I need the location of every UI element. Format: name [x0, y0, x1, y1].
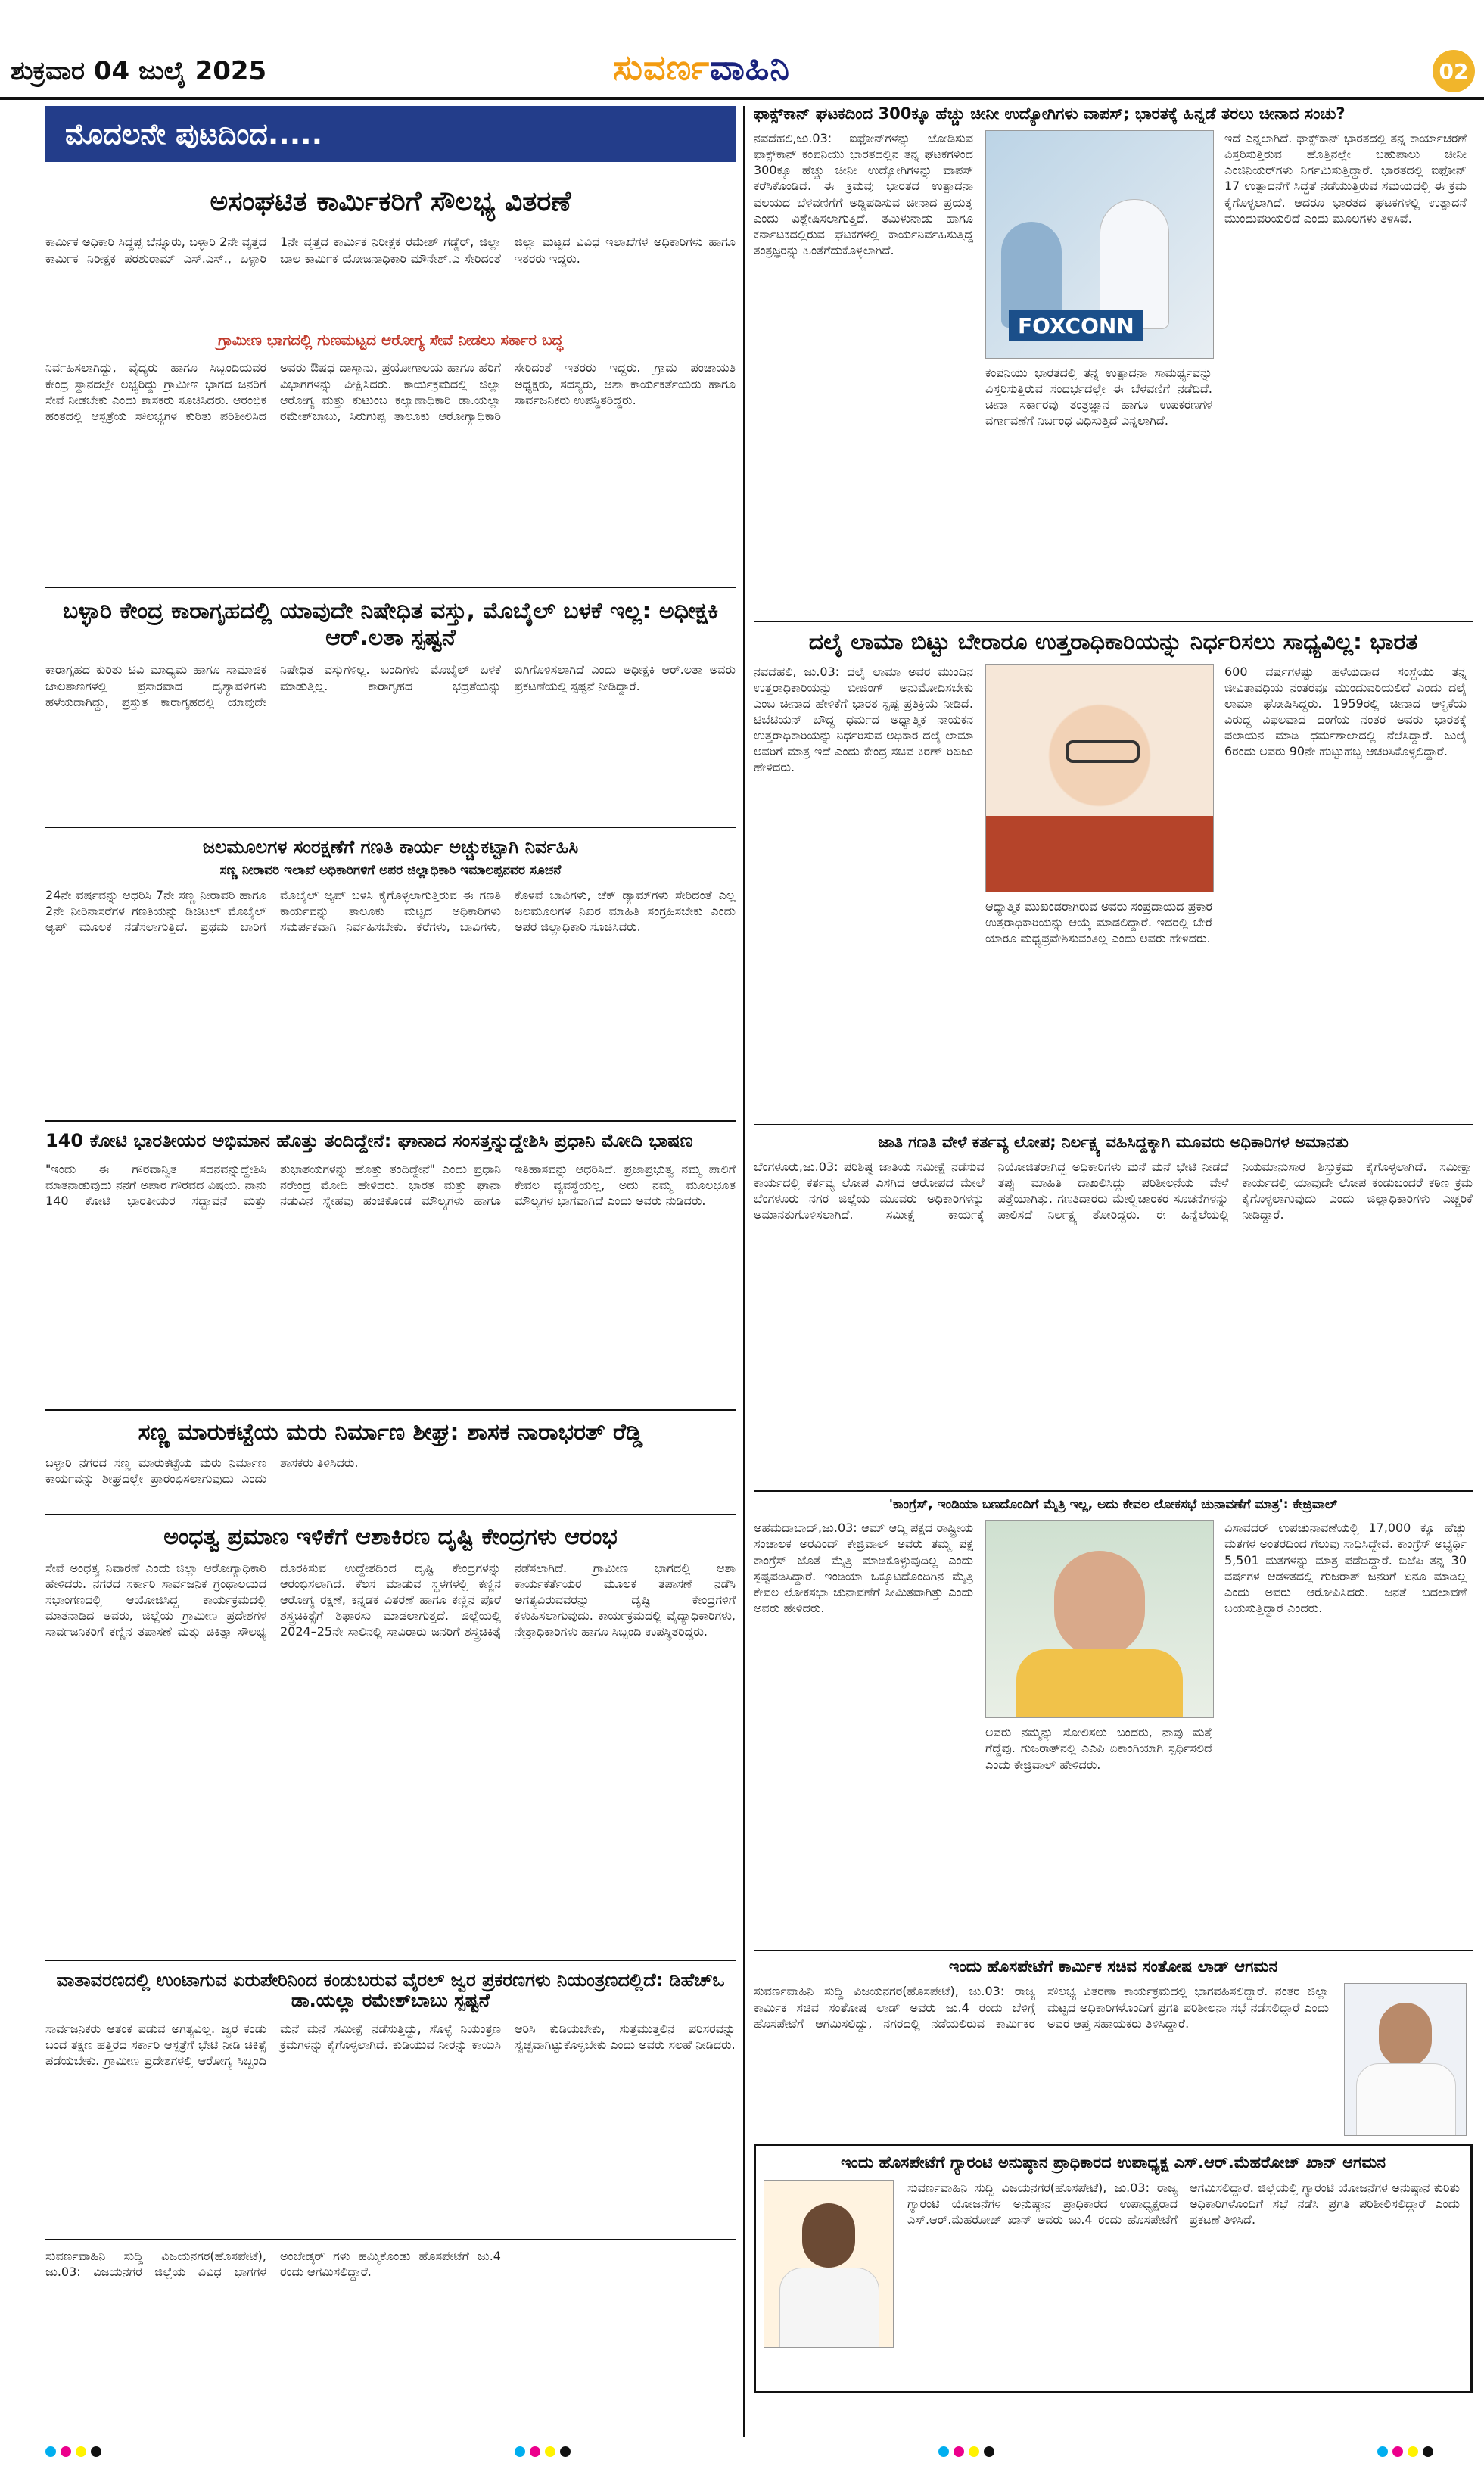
article-title: ಸಣ್ಣ ಮಾರುಕಟ್ಟೆಯ ಮರು ನಿರ್ಮಾಣ ಶೀಘ್ರ: ಶಾಸಕ ನಾರಾಭರತ್ ರೆಡ್ಡಿ	[138, 1418, 643, 1446]
article-body: 600 ವರ್ಷಗಳಷ್ಟು ಹಳೆಯದಾದ ಸಂಸ್ಥೆಯು ತನ್ನ ಜೀವಿತಾವಧಿಯ ನಂತರವೂ ಮುಂದುವರಿಯಲಿದೆ ಎಂದು ದಲೈ ಲಾಮಾ ಘೋಷಿಸಿದ್ದರು. 1959ರಲ್ಲಿ ಚೀನಾದ ಆಳ್ವಿಕೆಯ ವಿರುದ್ಧ ವಿಫಲವಾದ ದಂಗೆಯ ನಂತರ ಅವರು ಭಾರತಕ್ಕೆ ಪಲಾಯನ ಮಾಡಿ ಧರ್ಮಶಾಲಾದಲ್ಲಿ ನೆಲೆಸಿದ್ದಾರೆ. ಜುಲೈ 6ರಂದು ಅವರು 90ನೇ ಹುಟ್ಟುಹಬ್ಬ ಆಚರಿಸಿಕೊಳ್ಳಲಿದ್ದಾರೆ.	[1224, 664, 1467, 759]
article-body: ಕಾರಾಗೃಹದ ಕುರಿತು ಟಿವಿ ಮಾಧ್ಯಮ ಹಾಗೂ ಸಾಮಾಜಿಕ ಜಾಲತಾಣಗಳಲ್ಲಿ ಪ್ರಸಾರವಾದ ದೃಶ್ಯಾವಳಿಗಳು ಹಳೆಯದಾಗಿದ್ದು, ಪ್ರಸ್ತುತ ಕಾರಾಗೃಹದಲ್ಲಿ ಯಾವುದೇ ನಿಷೇಧಿತ ವಸ್ತುಗಳಿಲ್ಲ. ಬಂದಿಗಳು ಮೊಬೈಲ್ ಬಳಕೆ ಮಾಡುತ್ತಿಲ್ಲ. ಕಾರಾಗೃಹದ ಭದ್ರತೆಯನ್ನು ಬಿಗಿಗೊಳಿಸಲಾಗಿದೆ ಎಂದು ಅಧೀಕ್ಷಕಿ ಆರ್.ಲತಾ ಅವರು ಪ್ರಕಟಣೆಯಲ್ಲಿ ಸ್ಪಷ್ಟನೆ ನೀಡಿದ್ದಾರೆ.	[45, 662, 736, 709]
divider	[45, 1409, 736, 1411]
left-column	[45, 171, 736, 2434]
santosh-lad-photo	[1344, 1983, 1467, 2136]
kejriwal-photo	[985, 1520, 1214, 1718]
divider	[45, 587, 736, 588]
meharoj-khan-photo	[764, 2180, 894, 2348]
announcement-box	[754, 2144, 1473, 2393]
issue-date: ಶುಕ್ರವಾರ 04 ಜುಲೈ 2025	[11, 56, 267, 86]
article-body: ಬಳ್ಳಾರಿ ನಗರದ ಸಣ್ಣ ಮಾರುಕಟ್ಟೆಯ ಮರು ನಿರ್ಮಾಣ ಕಾರ್ಯವನ್ನು ಶೀಘ್ರದಲ್ಲೇ ಪ್ರಾರಂಭಿಸಲಾಗುವುದು ಎಂದು ಶಾಸಕರು ತಿಳಿಸಿದರು.	[45, 1455, 359, 1487]
article-title: ಇಂದು ಹೊಸಪೇಟೆಗೆ ಗ್ಯಾರಂಟಿ ಅನುಷ್ಠಾನ ಪ್ರಾಧಿಕಾರದ ಉಪಾಧ್ಯಕ್ಷ ಎಸ್.ಆರ್.ಮೆಹರೋಜ್ ಖಾನ್ ಆಗಮನ	[840, 2153, 1386, 2172]
article-body: ನಿರ್ವಹಿಸಲಾಗಿದ್ದು, ವೈದ್ಯರು ಹಾಗೂ ಸಿಬ್ಬಂದಿಯವರ ಕೇಂದ್ರ ಸ್ಥಾನದಲ್ಲೇ ಲಭ್ಯರಿದ್ದು ಗ್ರಾಮೀಣ ಭಾಗದ ಜನರಿಗೆ ಸೇವೆ ನೀಡಬೇಕು ಎಂದು ಶಾಸಕರು ಸೂಚಿಸಿದರು. ಆರಂಭಿಕ ಹಂತದಲ್ಲಿ ಆಸ್ಪತ್ರೆಯ ಸೌಲಭ್ಯಗಳ ಕುರಿತು ಪರಿಶೀಲಿಸಿದ ಅವರು ಔಷಧ ದಾಸ್ತಾನು, ಪ್ರಯೋಗಾಲಯ ಹಾಗೂ ಹೆರಿಗೆ ವಿಭಾಗಗಳನ್ನು ವೀಕ್ಷಿಸಿದರು. ಕಾರ್ಯಕ್ರಮದಲ್ಲಿ ಜಿಲ್ಲಾ ಆರೋಗ್ಯ ಮತ್ತು ಕುಟುಂಬ ಕಲ್ಯಾಣಾಧಿಕಾರಿ ಡಾ.ಯಲ್ಲಾ ರಮೇಶ್‌ಬಾಬು, ಸಿರುಗುಪ್ಪ ತಾಲೂಕು ಆರೋಗ್ಯಾಧಿಕಾರಿ ಸೇರಿದಂತೆ ಇತರರು ಇದ್ದರು. ಗ್ರಾಮ ಪಂಚಾಯತಿ ಅಧ್ಯಕ್ಷರು, ಸದಸ್ಯರು, ಆಶಾ ಕಾರ್ಯಕರ್ತೆಯರು ಹಾಗೂ ಸಾರ್ವಜನಿಕರು ಉಪಸ್ಥಿತರಿದ್ದರು.	[45, 360, 736, 423]
article-title: ಇಂದು ಹೊಸಪೇಟೆಗೆ ಕಾರ್ಮಿಕ ಸಚಿವ ಸಂತೋಷ ಲಾಡ್ ಆಗಮನ	[948, 1957, 1278, 1976]
divider	[45, 2239, 736, 2240]
article-body: ನವದೆಹಲಿ, ಜು.03: ದಲೈ ಲಾಮಾ ಅವರ ಮುಂದಿನ ಉತ್ತರಾಧಿಕಾರಿಯನ್ನು ಬೀಜಿಂಗ್ ಅನುಮೋದಿಸಬೇಕು ಎಂಬ ಚೀನಾದ ಹೇಳಿಕೆಗೆ ಭಾರತ ಸ್ಪಷ್ಟ ಪ್ರತಿಕ್ರಿಯೆ ನೀಡಿದೆ. ಟಿಬೆಟಿಯನ್ ಬೌದ್ಧ ಧರ್ಮದ ಅಧ್ಯಾತ್ಮಿಕ ನಾಯಕನ ಉತ್ತರಾಧಿಕಾರಿಯನ್ನು ನಿರ್ಧರಿಸುವ ಅಧಿಕಾರ ದಲೈ ಲಾಮಾ ಅವರಿಗೆ ಮಾತ್ರ ಇದೆ ಎಂದು ಕೇಂದ್ರ ಸಚಿವ ಕಿರಣ್ ರಿಜಿಜು ಹೇಳಿದರು.	[754, 664, 973, 775]
divider	[45, 1960, 736, 1961]
article-subtitle: ಸಣ್ಣ ನೀರಾವರಿ ಇಲಾಖೆ ಅಧಿಕಾರಿಗಳಿಗೆ ಅಪರ ಜಿಲ್ಲಾಧಿಕಾರಿ ಇಮಾಲಪ್ಪನವರ ಸೂಚನೆ	[219, 862, 562, 878]
divider	[45, 827, 736, 828]
article-body: ಕಾರ್ಮಿಕ ಅಧಿಕಾರಿ ಸಿದ್ದಪ್ಪ ಬೆನ್ನೂರು, ಬಳ್ಳಾರಿ 2ನೇ ವೃತ್ತದ ಕಾರ್ಮಿಕ ನಿರೀಕ್ಷಕ ಪರಶುರಾಮ್ ಎಸ್.ಎಸ್., ಬಳ್ಳಾರಿ 1ನೇ ವೃತ್ತದ ಕಾರ್ಮಿಕ ನಿರೀಕ್ಷಕ ರಮೇಶ್ ಗಡ್ಡೆರ್, ಜಿಲ್ಲಾ ಬಾಲ ಕಾರ್ಮಿಕ ಯೋಜನಾಧಿಕಾರಿ ಮೌನೇಶ್.ಎ ಸೇರಿದಂತೆ ಜಿಲ್ಲಾ ಮಟ್ಟದ ವಿವಿಧ ಇಲಾಖೆಗಳ ಅಧಿಕಾರಿಗಳು ಹಾಗೂ ಇತರರು ಇದ್ದರು.	[45, 235, 736, 266]
print-registration-marks	[1377, 2446, 1433, 2460]
article-body: ಸುವರ್ಣವಾಹಿನಿ ಸುದ್ದಿ ವಿಜಯನಗರ(ಹೊಸಪೇಟೆ), ಜು.03: ರಾಜ್ಯ ಗ್ಯಾರಂಟಿ ಯೋಜನೆಗಳ ಅನುಷ್ಠಾನ ಪ್ರಾಧಿಕಾರದ ಉಪಾಧ್ಯಕ್ಷರಾದ ಎಸ್.ಆರ್.ಮೆಹರೋಜ್ ಖಾನ್ ಅವರು ಜು.4 ರಂದು ಹೊಸಪೇಟೆಗೆ ಆಗಮಿಸಲಿದ್ದಾರೆ. ಜಿಲ್ಲೆಯಲ್ಲಿ ಗ್ಯಾರಂಟಿ ಯೋಜನೆಗಳ ಅನುಷ್ಠಾನ ಕುರಿತು ಅಧಿಕಾರಿಗಳೊಂದಿಗೆ ಸಭೆ ನಡೆಸಿ ಪ್ರಗತಿ ಪರಿಶೀಲಿಸಲಿದ್ದಾರೆ ಎಂದು ಪ್ರಕಟಣೆ ತಿಳಿಸಿದೆ.	[907, 2180, 1460, 2227]
article-title: ಗ್ರಾಮೀಣ ಭಾಗದಲ್ಲಿ ಗುಣಮಟ್ಟದ ಆರೋಗ್ಯ ಸೇವೆ ನೀಡಲು ಸರ್ಕಾರ ಬದ್ಧ	[217, 331, 564, 350]
divider	[754, 1950, 1473, 1951]
article-title: ಬಳ್ಳಾರಿ ಕೇಂದ್ರ ಕಾರಾಗೃಹದಲ್ಲಿ ಯಾವುದೇ ನಿಷೇಧಿತ ವಸ್ತು, ಮೊಬೈಲ್ ಬಳಕೆ ಇಲ್ಲ: ಅಧೀಕ್ಷಕಿ ಆರ್.ಲತಾ ಸ್ಪಷ್ಟನೆ	[62, 598, 719, 651]
dalai-lama-photo	[985, 664, 1214, 892]
article-body: ನವದೆಹಲಿ,ಜು.03: ಐಫೋನ್‌ಗಳನ್ನು ಜೋಡಿಸುವ ಫಾಕ್ಸ್‌ಕಾನ್ ಕಂಪನಿಯು ಭಾರತದಲ್ಲಿನ ತನ್ನ ಘಟಕಗಳಿಂದ 300ಕ್ಕೂ ಹೆಚ್ಚು ಚೀನೀ ಉದ್ಯೋಗಿಗಳನ್ನು ವಾಪಸ್ ಕರೆಸಿಕೊಂಡಿದೆ. ಈ ಕ್ರಮವು ಭಾರತದ ಉತ್ಪಾದನಾ ವಲಯದ ಬೆಳವಣಿಗೆಗೆ ಅಡ್ಡಿಪಡಿಸುವ ಚೀನಾದ ಪ್ರಯತ್ನ ಎಂದು ವಿಶ್ಲೇಷಿಸಲಾಗುತ್ತಿದೆ. ತಮಿಳುನಾಡು ಹಾಗೂ ಕರ್ನಾಟಕದಲ್ಲಿರುವ ಘಟಕಗಳಲ್ಲಿ ಕಾರ್ಯನಿರ್ವಹಿಸುತ್ತಿದ್ದ ತಂತ್ರಜ್ಞರನ್ನು ಹಿಂತೆಗೆದುಕೊಳ್ಳಲಾಗಿದೆ.	[754, 131, 973, 257]
column-divider	[743, 106, 745, 2437]
article-title: ಅಸಂಘಟಿತ ಕಾರ್ಮಿಕರಿಗೆ ಸೌಲಭ್ಯ ವಿತರಣೆ	[210, 186, 571, 217]
section-banner: ಮೊದಲನೇ ಪುಟದಿಂದ.....	[45, 106, 736, 162]
article-body: ವಿಸಾವದರ್ ಉಪಚುನಾವಣೆಯಲ್ಲಿ 17,000 ಕ್ಕೂ ಹೆಚ್ಚು ಮತಗಳ ಅಂತರದಿಂದ ಗೆಲುವು ಸಾಧಿಸಿದ್ದೇವೆ. ಕಾಂಗ್ರೆಸ್ ಅಭ್ಯರ್ಥಿ 5,501 ಮತಗಳನ್ನು ಮಾತ್ರ ಪಡೆದಿದ್ದಾರೆ. ಬಿಜೆಪಿ ತನ್ನ 30 ವರ್ಷಗಳ ಆಡಳಿತದಲ್ಲಿ ಗುಜರಾತ್ ಜನರಿಗೆ ಏನೂ ಮಾಡಿಲ್ಲ ಎಂದು ಅವರು ಆರೋಪಿಸಿದರು. ಜನತೆ ಬದಲಾವಣೆ ಬಯಸುತ್ತಿದ್ದಾರೆ ಎಂದರು.	[1224, 1521, 1467, 1615]
article-body: ಅವರು ನಮ್ಮನ್ನು ಸೋಲಿಸಲು ಬಂದರು, ನಾವು ಮತ್ತೆ ಗೆದ್ದೆವು. ಗುಜರಾತ್‌ನಲ್ಲಿ ಎಎಪಿ ಏಕಾಂಗಿಯಾಗಿ ಸ್ಪರ್ಧಿಸಲಿದೆ ಎಂದು ಕೇಜ್ರಿವಾಲ್ ಹೇಳಿದರು.	[985, 1725, 1212, 1772]
article-title: 140 ಕೋಟಿ ಭಾರತೀಯರ ಅಭಿಮಾನ ಹೊತ್ತು ತಂದಿದ್ದೇನೆ: ಘಾನಾದ ಸಂಸತ್ತನ್ನುದ್ದೇಶಿಸಿ ಪ್ರಧಾನಿ ಮೋದಿ ಭಾಷಣ	[45, 1129, 693, 1151]
divider	[45, 1514, 736, 1515]
article-body: ಸುವರ್ಣವಾಹಿನಿ ಸುದ್ದಿ ವಿಜಯನಗರ(ಹೊಸಪೇಟೆ), ಜು.03: ವಿಜಯನಗರ ಜಿಲ್ಲೆಯ ವಿವಿಧ ಭಾಗಗಳ ಅಂಬೇಡ್ಕರ್ ಗಳು ಹಮ್ಮಿಕೊಂಡು ಹೊಸಪೇಟೆಗೆ ಜು.4 ರಂದು ಆಗಮಿಸಲಿದ್ದಾರೆ.	[45, 2248, 501, 2279]
article-body: ಇದೆ ಎನ್ನಲಾಗಿದೆ. ಫಾಕ್ಸ್‌ಕಾನ್ ಭಾರತದಲ್ಲಿ ತನ್ನ ಕಾರ್ಯಾಚರಣೆ ವಿಸ್ತರಿಸುತ್ತಿರುವ ಹೊತ್ತಿನಲ್ಲೇ ಬಹುಪಾಲು ಚೀನೀ ಎಂಜಿನಿಯರ್‌ಗಳು ನಿರ್ಗಮಿಸುತ್ತಿದ್ದಾರೆ. ಭಾರತದಲ್ಲಿ ಐಫೋನ್ 17 ಉತ್ಪಾದನೆಗೆ ಸಿದ್ಧತೆ ನಡೆಯುತ್ತಿರುವ ಸಮಯದಲ್ಲಿ ಈ ಕ್ರಮ ಕೈಗೊಳ್ಳಲಾಗಿದೆ. ಆದರೂ ಭಾರತದ ಘಟಕಗಳಲ್ಲಿ ಉತ್ಪಾದನೆ ಮುಂದುವರಿಯಲಿದೆ ಎಂದು ಮೂಲಗಳು ತಿಳಿಸಿವೆ.	[1224, 131, 1467, 226]
divider	[754, 621, 1473, 622]
newspaper-logo: ಸುವರ್ಣವಾಹಿನಿ	[613, 47, 790, 88]
article-body: ಸೇವೆ ಅಂಧತ್ವ ನಿವಾರಣೆ ಎಂದು ಜಿಲ್ಲಾ ಆರೋಗ್ಯಾಧಿಕಾರಿ ಹೇಳಿದರು. ನಗರದ ಸರ್ಕಾರಿ ಸಾರ್ವಜನಿಕ ಗ್ರಂಥಾಲಯದ ಸಭಾಂಗಣದಲ್ಲಿ ಆಯೋಜಿಸಿದ್ದ ಕಾರ್ಯಕ್ರಮದಲ್ಲಿ ಮಾತನಾಡಿದ ಅವರು, ಜಿಲ್ಲೆಯ ಗ್ರಾಮೀಣ ಪ್ರದೇಶಗಳ ಸಾರ್ವಜನಿಕರಿಗೆ ಕಣ್ಣಿನ ತಪಾಸಣೆ ಮತ್ತು ಚಿಕಿತ್ಸಾ ಸೌಲಭ್ಯ ದೊರಕಿಸುವ ಉದ್ದೇಶದಿಂದ ದೃಷ್ಟಿ ಕೇಂದ್ರಗಳನ್ನು ಆರಂಭಿಸಲಾಗಿದೆ. ಕೆಲಸ ಮಾಡುವ ಸ್ಥಳಗಳಲ್ಲಿ ಕಣ್ಣಿನ ಆರೋಗ್ಯ ರಕ್ಷಣೆ, ಕನ್ನಡಕ ವಿತರಣೆ ಹಾಗೂ ಕಣ್ಣಿನ ಪೊರೆ ಶಸ್ತ್ರಚಿಕಿತ್ಸೆಗೆ ಶಿಫಾರಸು ಮಾಡಲಾಗುತ್ತದೆ. ಜಿಲ್ಲೆಯಲ್ಲಿ 2024–25ನೇ ಸಾಲಿನಲ್ಲಿ ಸಾವಿರಾರು ಜನರಿಗೆ ಶಸ್ತ್ರಚಿಕಿತ್ಸೆ ನಡೆಸಲಾಗಿದೆ. ಗ್ರಾಮೀಣ ಭಾಗದಲ್ಲಿ ಆಶಾ ಕಾರ್ಯಕರ್ತೆಯರ ಮೂಲಕ ತಪಾಸಣೆ ನಡೆಸಿ ಅಗತ್ಯವಿರುವವರನ್ನು ದೃಷ್ಟಿ ಕೇಂದ್ರಗಳಿಗೆ ಕಳುಹಿಸಲಾಗುವುದು. ಕಾರ್ಯಕ್ರಮದಲ್ಲಿ ವೈದ್ಯಾಧಿಕಾರಿಗಳು, ನೇತ್ರಾಧಿಕಾರಿಗಳು ಹಾಗೂ ಸಿಬ್ಬಂದಿ ಉಪಸ್ಥಿತರಿದ್ದರು.	[45, 1560, 736, 1639]
article-title: ಫಾಕ್ಸ್‌ಕಾನ್ ಘಟಕದಿಂದ 300ಕ್ಕೂ ಹೆಚ್ಚು ಚೀನೀ ಉದ್ಯೋಗಿಗಳು ವಾಪಸ್; ಭಾರತಕ್ಕೆ ಹಿನ್ನಡೆ ತರಲು ಚೀನಾದ ಸಂಚು?	[754, 104, 1346, 123]
article-body: ಕಂಪನಿಯು ಭಾರತದಲ್ಲಿ ತನ್ನ ಉತ್ಪಾದನಾ ಸಾಮರ್ಥ್ಯವನ್ನು ವಿಸ್ತರಿಸುತ್ತಿರುವ ಸಂದರ್ಭದಲ್ಲೇ ಈ ಬೆಳವಣಿಗೆ ನಡೆದಿದೆ. ಚೀನಾ ಸರ್ಕಾರವು ತಂತ್ರಜ್ಞಾನ ಹಾಗೂ ಉಪಕರಣಗಳ ವರ್ಗಾವಣೆಗೆ ನಿರ್ಬಂಧ ವಿಧಿಸುತ್ತಿದೆ ಎನ್ನಲಾಗಿದೆ.	[985, 366, 1212, 428]
article-title: ಜಾತಿ ಗಣತಿ ವೇಳೆ ಕರ್ತವ್ಯ ಲೋಪ; ನಿರ್ಲಕ್ಷ್ಯ ವಹಿಸಿದ್ದಕ್ಕಾಗಿ ಮೂವರು ಅಧಿಕಾರಿಗಳ ಅಮಾನತು	[878, 1132, 1349, 1151]
article-body: ಆಧ್ಯಾತ್ಮಿಕ ಮುಖಂಡರಾಗಿರುವ ಅವರು ಸಂಪ್ರದಾಯದ ಪ್ರಕಾರ ಉತ್ತರಾಧಿಕಾರಿಯನ್ನು ಆಯ್ಕೆ ಮಾಡಲಿದ್ದಾರೆ. ಇದರಲ್ಲಿ ಬೇರೆ ಯಾರೂ ಮಧ್ಯಪ್ರವೇಶಿಸುವಂತಿಲ್ಲ ಎಂದು ಅವರು ಹೇಳಿದರು.	[985, 898, 1212, 945]
print-registration-marks	[45, 2446, 101, 2460]
article-title: 'ಕಾಂಗ್ರೆಸ್, ಇಂಡಿಯಾ ಬಣದೊಂದಿಗೆ ಮೈತ್ರಿ ಇಲ್ಲ, ಅದು ಕೇವಲ ಲೋಕಸಭೆ ಚುನಾವಣೆಗೆ ಮಾತ್ರ': ಕೇಜ್ರಿವಾಲ್	[888, 1496, 1338, 1512]
article-title: ಅಂಧತ್ವ ಪ್ರಮಾಣ ಇಳಿಕೆಗೆ ಆಶಾಕಿರಣ ದೃಷ್ಟಿ ಕೇಂದ್ರಗಳು ಆರಂಭ	[163, 1524, 618, 1551]
article-title: ದಲೈ ಲಾಮಾ ಬಿಟ್ಟು ಬೇರಾರೂ ಉತ್ತರಾಧಿಕಾರಿಯನ್ನು ನಿರ್ಧರಿಸಲು ಸಾಧ್ಯವಿಲ್ಲ: ಭಾರತ	[808, 629, 1418, 656]
article-body: ಅಹಮದಾಬಾದ್,ಜು.03: ಆಮ್ ಆದ್ಮಿ ಪಕ್ಷದ ರಾಷ್ಟ್ರೀಯ ಸಂಚಾಲಕ ಅರವಿಂದ್ ಕೇಜ್ರಿವಾಲ್ ಅವರು ತಮ್ಮ ಪಕ್ಷ ಕಾಂಗ್ರೆಸ್ ಜೊತೆ ಮೈತ್ರಿ ಮಾಡಿಕೊಳ್ಳುವುದಿಲ್ಲ ಎಂದು ಸ್ಪಷ್ಟಪಡಿಸಿದ್ದಾರೆ. ಇಂಡಿಯಾ ಒಕ್ಕೂಟದೊಂದಿಗಿನ ಮೈತ್ರಿ ಕೇವಲ ಲೋಕಸಭಾ ಚುನಾವಣೆಗೆ ಸೀಮಿತವಾಗಿತ್ತು ಎಂದು ಅವರು ಹೇಳಿದರು.	[754, 1521, 973, 1615]
print-registration-marks	[938, 2446, 994, 2460]
divider	[754, 1124, 1473, 1125]
article-body: "ಇಂದು ಈ ಗೌರವಾನ್ವಿತ ಸದನವನ್ನುದ್ದೇಶಿಸಿ ಮಾತನಾಡುವುದು ನನಗೆ ಅಪಾರ ಗೌರವದ ವಿಷಯ. ನಾನು 140 ಕೋಟಿ ಭಾರತೀಯರ ಸದ್ಭಾವನೆ ಮತ್ತು ಶುಭಾಶಯಗಳನ್ನು ಹೊತ್ತು ತಂದಿದ್ದೇನೆ" ಎಂದು ಪ್ರಧಾನಿ ನರೇಂದ್ರ ಮೋದಿ ಹೇಳಿದರು. ಭಾರತ ಮತ್ತು ಘಾನಾ ನಡುವಿನ ಸ್ನೇಹವು ಹಂಚಿಕೊಂಡ ಮೌಲ್ಯಗಳು ಹಾಗೂ ಇತಿಹಾಸವನ್ನು ಆಧರಿಸಿದೆ. ಪ್ರಜಾಪ್ರಭುತ್ವ ನಮ್ಮ ಪಾಲಿಗೆ ಕೇವಲ ವ್ಯವಸ್ಥೆಯಲ್ಲ, ಅದು ನಮ್ಮ ಮೂಲಭೂತ ಮೌಲ್ಯಗಳ ಭಾಗವಾಗಿದೆ ಎಂದು ಅವರು ನುಡಿದರು.	[45, 1161, 736, 1208]
article-title: ವಾತಾವರಣದಲ್ಲಿ ಉಂಟಾಗುವ ಏರುಪೇರಿನಿಂದ ಕಂಡುಬರುವ ವೈರಲ್ ಜ್ವರ ಪ್ರಕರಣಗಳು ನಿಯಂತ್ರಣದಲ್ಲಿದೆ: ಡಿಹೆಚ್ಒ ಡಾ.ಯಲ್ಲಾ ರಮೇಶ್‌ಬಾಬು ಸ್ಪಷ್ಟನೆ	[56, 1969, 725, 2012]
foxconn-sign: FOXCONN	[1009, 310, 1143, 341]
article-body: ಬೆಂಗಳೂರು,ಜು.03: ಪರಿಶಿಷ್ಟ ಜಾತಿಯ ಸಮೀಕ್ಷೆ ನಡೆಸುವ ಕಾರ್ಯದಲ್ಲಿ ಕರ್ತವ್ಯ ಲೋಪ ಎಸಗಿದ ಆರೋಪದ ಮೇಲೆ ಬೆಂಗಳೂರು ನಗರ ಜಿಲ್ಲೆಯ ಮೂವರು ಅಧಿಕಾರಿಗಳನ್ನು ಅಮಾನತುಗೊಳಿಸಲಾಗಿದೆ. ಸಮೀಕ್ಷೆ ಕಾರ್ಯಕ್ಕೆ ನಿಯೋಜಿತರಾಗಿದ್ದ ಅಧಿಕಾರಿಗಳು ಮನೆ ಮನೆ ಭೇಟಿ ನೀಡದೆ ತಪ್ಪು ಮಾಹಿತಿ ದಾಖಲಿಸಿದ್ದು ಪರಿಶೀಲನೆಯ ವೇಳೆ ಪತ್ತೆಯಾಗಿತ್ತು. ಗಣತಿದಾರರು ಮೇಲ್ವಿಚಾರಕರ ಸೂಚನೆಗಳನ್ನು ಪಾಲಿಸದೆ ನಿರ್ಲಕ್ಷ್ಯ ತೋರಿದ್ದರು. ಈ ಹಿನ್ನೆಲೆಯಲ್ಲಿ ನಿಯಮಾನುಸಾರ ಶಿಸ್ತುಕ್ರಮ ಕೈಗೊಳ್ಳಲಾಗಿದೆ. ಸಮೀಕ್ಷಾ ಕಾರ್ಯದಲ್ಲಿ ಯಾವುದೇ ಲೋಪ ಕಂಡುಬಂದರೆ ಕಠಿಣ ಕ್ರಮ ಕೈಗೊಳ್ಳಲಾಗುವುದು ಎಂದು ಜಿಲ್ಲಾಧಿಕಾರಿಗಳು ಎಚ್ಚರಿಕೆ ನೀಡಿದ್ದಾರೆ.	[754, 1159, 1473, 1222]
divider	[45, 1120, 736, 1122]
divider	[754, 1490, 1473, 1492]
right-column	[754, 100, 1473, 2439]
article-body: ಸುವರ್ಣವಾಹಿನಿ ಸುದ್ದಿ ವಿಜಯನಗರ(ಹೊಸಪೇಟೆ), ಜು.03: ರಾಜ್ಯ ಕಾರ್ಮಿಕ ಸಚಿವ ಸಂತೋಷ ಲಾಡ್ ಅವರು ಜು.4 ರಂದು ಬೆಳಿಗ್ಗೆ ಹೊಸಪೇಟೆಗೆ ಆಗಮಿಸಲಿದ್ದು, ನಗರದಲ್ಲಿ ನಡೆಯಲಿರುವ ಕಾರ್ಮಿಕರ ಸೌಲಭ್ಯ ವಿತರಣಾ ಕಾರ್ಯಕ್ರಮದಲ್ಲಿ ಭಾಗವಹಿಸಲಿದ್ದಾರೆ. ನಂತರ ಜಿಲ್ಲಾ ಮಟ್ಟದ ಅಧಿಕಾರಿಗಳೊಂದಿಗೆ ಪ್ರಗತಿ ಪರಿಶೀಲನಾ ಸಭೆ ನಡೆಸಲಿದ್ದಾರೆ ಎಂದು ಅವರ ಆಪ್ತ ಸಹಾಯಕರು ತಿಳಿಸಿದ್ದಾರೆ.	[754, 1984, 1329, 2031]
article-body: ಸಾರ್ವಜನಿಕರು ಆತಂಕ ಪಡುವ ಅಗತ್ಯವಿಲ್ಲ. ಜ್ವರ ಕಂಡು ಬಂದ ತಕ್ಷಣ ಹತ್ತಿರದ ಸರ್ಕಾರಿ ಆಸ್ಪತ್ರೆಗೆ ಭೇಟಿ ನೀಡಿ ಚಿಕಿತ್ಸೆ ಪಡೆಯಬೇಕು. ಗ್ರಾಮೀಣ ಪ್ರದೇಶಗಳಲ್ಲಿ ಆರೋಗ್ಯ ಸಿಬ್ಬಂದಿ ಮನೆ ಮನೆ ಸಮೀಕ್ಷೆ ನಡೆಸುತ್ತಿದ್ದು, ಸೊಳ್ಳೆ ನಿಯಂತ್ರಣ ಕ್ರಮಗಳನ್ನು ಕೈಗೊಳ್ಳಲಾಗಿದೆ. ಕುಡಿಯುವ ನೀರನ್ನು ಕಾಯಿಸಿ ಆರಿಸಿ ಕುಡಿಯಬೇಕು, ಸುತ್ತಮುತ್ತಲಿನ ಪರಿಸರವನ್ನು ಸ್ವಚ್ಛವಾಗಿಟ್ಟುಕೊಳ್ಳಬೇಕು ಎಂದು ಅವರು ಸಲಹೆ ನೀಡಿದರು.	[45, 2021, 736, 2068]
foxconn-photo	[985, 130, 1214, 359]
article-body: 24ನೇ ವರ್ಷವನ್ನು ಆಧರಿಸಿ 7ನೇ ಸಣ್ಣ ನೀರಾವರಿ ಹಾಗೂ 2ನೇ ನೀರಿನಾಸರೆಗಳ ಗಣತಿಯನ್ನು ಡಿಜಿಟಲ್ ಮೊಬೈಲ್ ಆ್ಯಪ್ ಮೂಲಕ ನಡೆಸಲಾಗುತ್ತಿದೆ. ಪ್ರಥಮ ಬಾರಿಗೆ ಮೊಬೈಲ್ ಆ್ಯಪ್ ಬಳಸಿ ಕೈಗೊಳ್ಳಲಾಗುತ್ತಿರುವ ಈ ಗಣತಿ ಕಾರ್ಯವನ್ನು ತಾಲೂಕು ಮಟ್ಟದ ಅಧಿಕಾರಿಗಳು ಸಮರ್ಪಕವಾಗಿ ನಿರ್ವಹಿಸಬೇಕು. ಕೆರೆಗಳು, ಬಾವಿಗಳು, ಕೊಳವೆ ಬಾವಿಗಳು, ಚೆಕ್ ಡ್ಯಾಮ್‌ಗಳು ಸೇರಿದಂತೆ ಎಲ್ಲ ಜಲಮೂಲಗಳ ನಿಖರ ಮಾಹಿತಿ ಸಂಗ್ರಹಿಸಬೇಕು ಎಂದು ಅಪರ ಜಿಲ್ಲಾಧಿಕಾರಿ ಸೂಚಿಸಿದರು.	[45, 887, 736, 935]
page-number: 02	[1433, 50, 1475, 92]
print-registration-marks	[515, 2446, 571, 2460]
article-title: ಜಲಮೂಲಗಳ ಸಂರಕ್ಷಣೆಗೆ ಗಣತಿ ಕಾರ್ಯ ಅಚ್ಚುಕಟ್ಟಾಗಿ ನಿರ್ವಹಿಸಿ	[202, 836, 579, 858]
